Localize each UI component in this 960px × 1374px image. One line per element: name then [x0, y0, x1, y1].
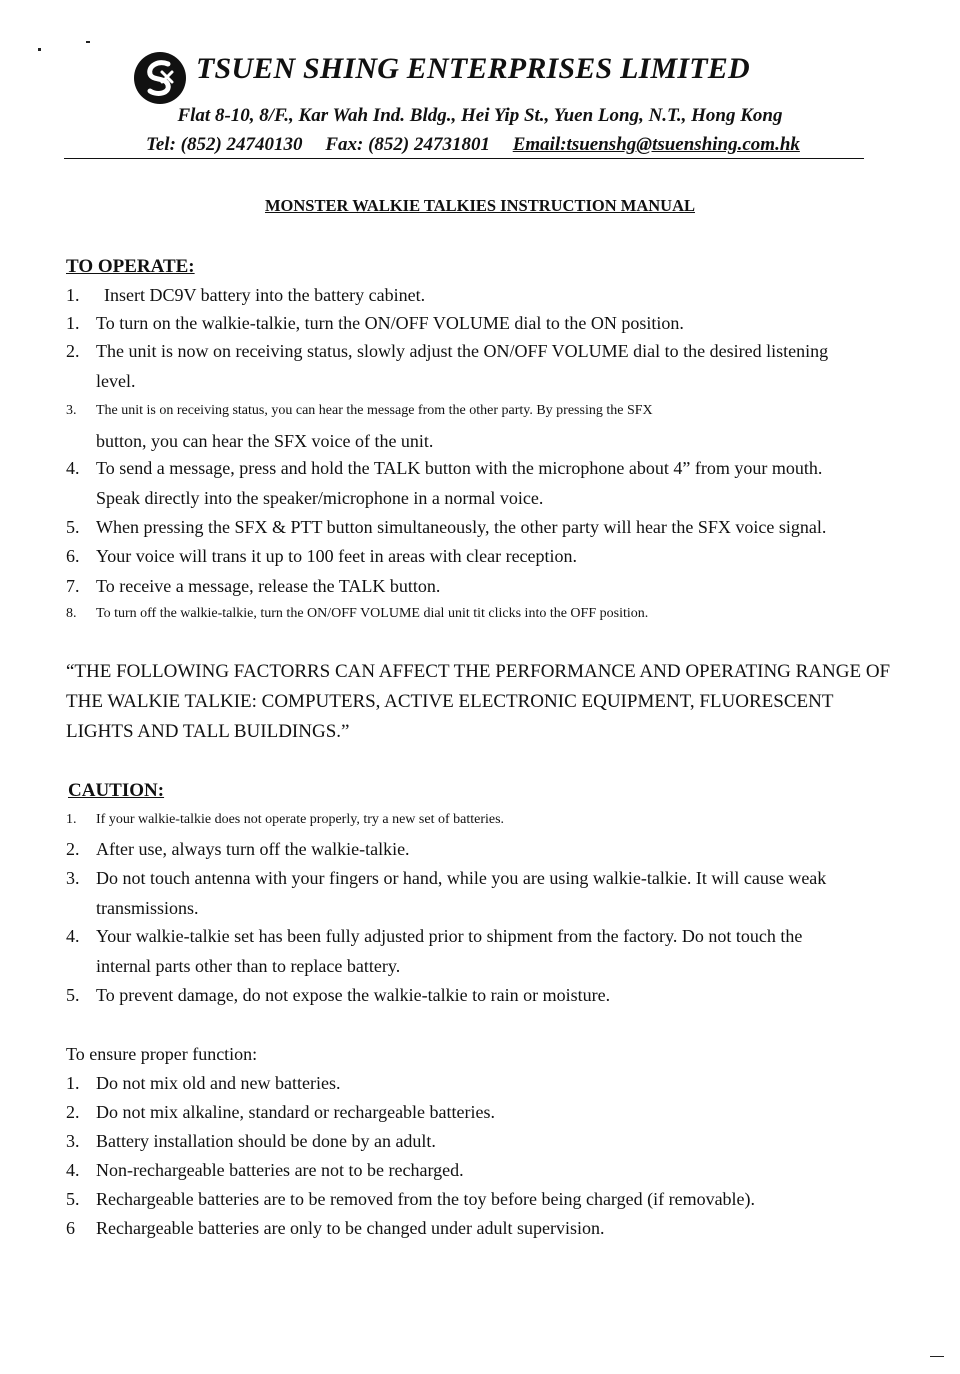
manual-title: MONSTER WALKIE TALKIES INSTRUCTION MANUAL [264, 196, 695, 215]
step-number: 7. [66, 576, 80, 596]
phone-number: Tel: (852) 24740130 [146, 134, 303, 155]
item-text: Battery installation should be done by an adult. [96, 1131, 436, 1151]
step-text: When pressing the SFX & PTT button simultaneously, the other party will hear the SFX voice signal. [96, 517, 827, 537]
header-divider [64, 158, 864, 159]
item-number: 4. [66, 1160, 80, 1180]
item-number: 2. [66, 1102, 80, 1122]
scan-mark [86, 41, 90, 43]
contact-line [146, 134, 800, 156]
step-number: 1. [66, 313, 80, 333]
item-text: Do not mix old and new batteries. [96, 1073, 341, 1093]
company-name: TSUEN SHING ENTERPRISES LIMITED [196, 52, 750, 85]
operate-heading: TO OPERATE: [66, 256, 195, 277]
caution-heading: CAUTION: [68, 780, 165, 801]
item-number: 6 [66, 1218, 75, 1238]
item-text-continued: transmissions. [96, 898, 199, 918]
step-text: To turn on the walkie-talkie, turn the ON/OFF VOLUME dial to the ON position. [96, 313, 684, 333]
item-number: 3. [66, 868, 80, 888]
step-text: Insert DC9V battery into the battery cabinet. [104, 285, 426, 305]
item-text: To prevent damage, do not expose the walkie-talkie to rain or moisture. [96, 985, 611, 1005]
item-text: Do not touch antenna with your fingers or hand, while you are using walkie-talkie. It will cause weak [96, 868, 827, 888]
company-logo-icon [132, 50, 188, 106]
item-number: 3. [66, 1131, 80, 1151]
item-text: Rechargeable batteries are only to be changed under adult supervision. [96, 1218, 605, 1238]
step-number: 2. [66, 341, 80, 361]
item-text: If your walkie-talkie does not operate properly, try a new set of batteries. [96, 812, 505, 827]
item-text-continued: internal parts other than to replace battery. [96, 956, 401, 976]
step-number: 8. [66, 606, 77, 621]
step-number: 5. [66, 517, 80, 537]
item-number: 4. [66, 926, 80, 946]
item-text: Rechargeable batteries are to be removed from the toy before being charged (if removable). [96, 1189, 756, 1209]
item-number: 5. [66, 1189, 80, 1209]
item-number: 1. [66, 812, 77, 827]
step-text-continued: button, you can hear the SFX voice of the unit. [96, 431, 434, 451]
item-number: 1. [66, 1073, 80, 1093]
step-text-continued: level. [96, 371, 136, 391]
email-link[interactable]: Email:tsuenshg@tsuenshing.com.hk [512, 134, 800, 155]
item-text: Your walkie-talkie set has been fully adjusted prior to shipment from the factory. Do not touch the [96, 926, 803, 946]
ensure-intro: To ensure proper function: [66, 1044, 258, 1064]
item-number: 2. [66, 839, 80, 859]
step-text: Your voice will trans it up to 100 feet in areas with clear reception. [96, 546, 578, 566]
step-number: 4. [66, 458, 80, 478]
fax-number: Fax: (852) 24731801 [325, 134, 490, 155]
range-notice: “THE FOLLOWING FACTORRS CAN AFFECT THE PERFORMANCE AND OPERATING RANGE OF THE WALKIE TALKIE: COMPUTERS, ACTIVE ELECTRONIC EQUIPMENT, FLUORESCENT LIGHTS AND TALL BUILDINGS.” [66, 661, 891, 742]
step-text: To turn off the walkie-talkie, turn the ON/OFF VOLUME dial unit tit clicks into the OFF position. [96, 606, 649, 621]
step-number: 1. [66, 285, 80, 305]
item-text: After use, always turn off the walkie-talkie. [96, 839, 410, 859]
step-text: The unit is on receiving status, you can hear the message from the other party. By pressing the SFX [96, 403, 653, 418]
step-number: 3. [66, 403, 77, 418]
company-address: Flat 8-10, 8/F., Kar Wah Ind. Bldg., Hei Yip St., Yuen Long, N.T., Hong Kong [177, 105, 783, 126]
step-text: The unit is now on receiving status, slowly adjust the ON/OFF VOLUME dial to the desired listening [96, 341, 829, 361]
scan-mark [930, 1356, 944, 1357]
scan-mark [38, 48, 41, 51]
step-number: 6. [66, 546, 80, 566]
item-number: 5. [66, 985, 80, 1005]
item-text: Do not mix alkaline, standard or rechargeable batteries. [96, 1102, 496, 1122]
item-text: Non-rechargeable batteries are not to be recharged. [96, 1160, 464, 1180]
step-text: To receive a message, release the TALK button. [96, 576, 441, 596]
step-text: To send a message, press and hold the TALK button with the microphone about 4” from your mouth. [96, 458, 823, 478]
step-text-continued: Speak directly into the speaker/microphone in a normal voice. [96, 488, 544, 508]
